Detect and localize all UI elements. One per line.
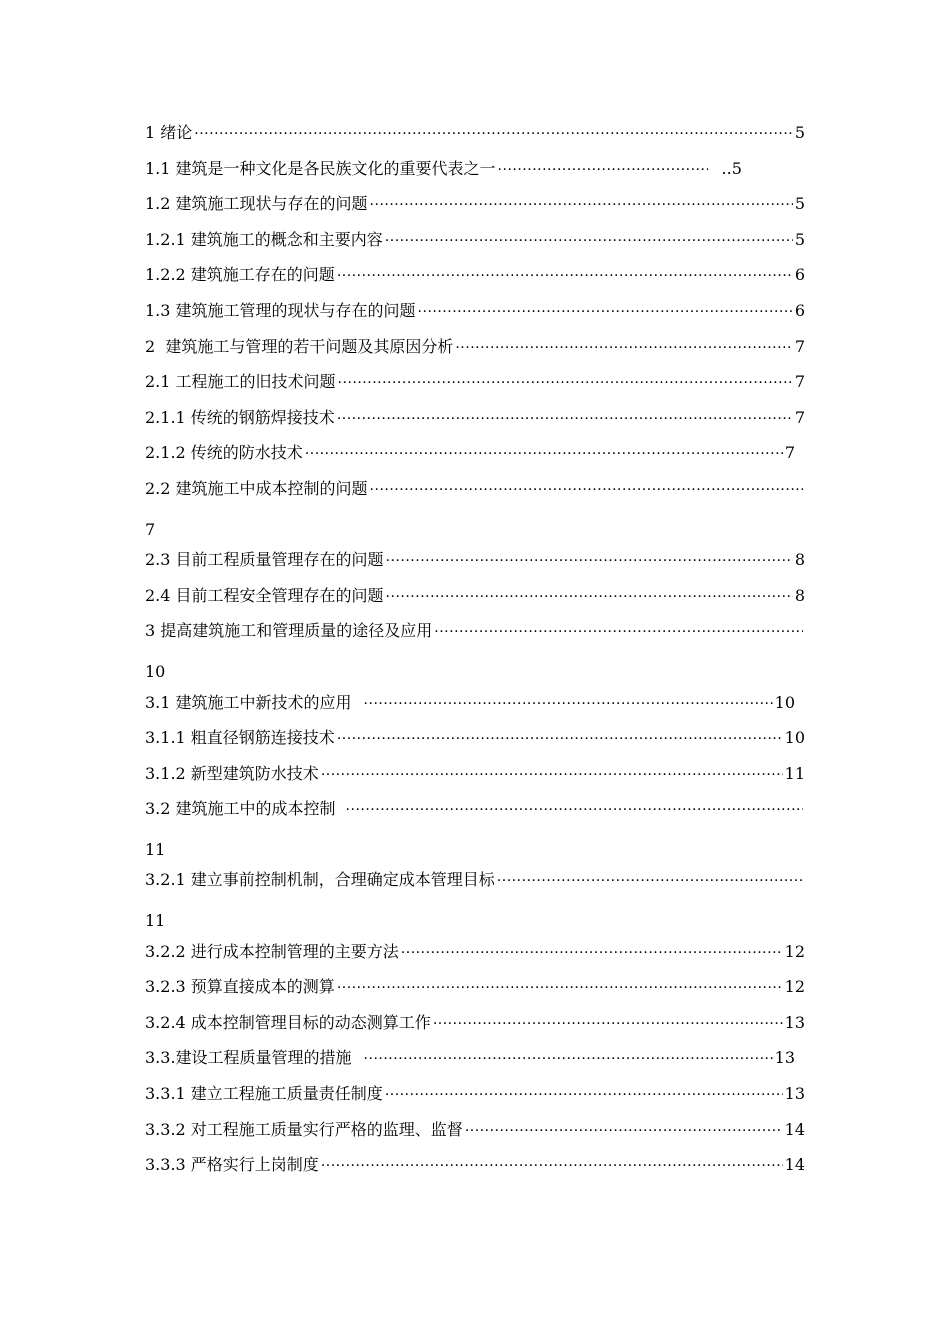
toc-entry-title: 1.1 建筑是一种文化是各民族文化的重要代表之一 <box>145 158 496 178</box>
toc-entry <box>145 334 805 370</box>
toc-entry-title: 2 建筑施工与管理的若干问题及其原因分析 <box>145 336 454 356</box>
toc-entry-page: 8 <box>794 585 805 605</box>
toc-entry-page: 10 <box>784 728 805 748</box>
toc-entry-title: 2.4 目前工程安全管理存在的问题 <box>145 585 384 605</box>
toc-entry <box>145 583 805 619</box>
dot-leader <box>346 802 803 818</box>
toc-entry <box>145 156 805 192</box>
dot-leader <box>434 624 803 640</box>
dot-leader <box>364 1051 773 1067</box>
table-of-contents <box>145 120 805 1188</box>
toc-entry-title: 3.3.建设工程质量管理的措施 <box>145 1048 352 1068</box>
toc-entry <box>145 191 805 227</box>
dot-leader <box>498 162 708 178</box>
toc-entry <box>145 725 805 761</box>
toc-entry <box>145 939 805 975</box>
toc-entry-page: 13 <box>784 1012 805 1032</box>
toc-entry-page: 12 <box>784 941 805 961</box>
toc-entry-title: 1.2.2 建筑施工存在的问题 <box>145 265 335 285</box>
dot-leader <box>386 553 793 569</box>
toc-entry-page: 10 <box>145 661 166 681</box>
toc-entry-page: ..5 <box>721 158 742 178</box>
toc-entry-title: 3.3.1 建立工程施工质量责任制度 <box>145 1084 383 1104</box>
toc-entry-page: 7 <box>145 519 156 539</box>
toc-entry-page: 7 <box>794 336 805 356</box>
dot-leader <box>418 304 793 320</box>
toc-entry-page: 12 <box>784 977 805 997</box>
toc-entry-page: 14 <box>784 1119 805 1139</box>
toc-entry-page: 7 <box>794 407 805 427</box>
toc-entry <box>145 690 805 726</box>
dot-leader <box>433 1016 783 1032</box>
toc-entry-title: 3.2.1 建立事前控制机制，合理确定成本管理目标 <box>145 870 495 890</box>
toc-entry <box>145 974 805 1010</box>
toc-entry <box>145 440 805 476</box>
dot-leader <box>364 696 773 712</box>
dot-leader <box>321 767 783 783</box>
toc-entry-title: 2.1 工程施工的旧技术问题 <box>145 372 336 392</box>
toc-entry-page: 11 <box>145 839 166 859</box>
toc-entry-page: 13 <box>784 1084 805 1104</box>
dot-leader <box>385 1087 783 1103</box>
dot-leader <box>370 197 793 213</box>
dot-leader <box>305 446 785 462</box>
dot-leader <box>465 1123 783 1139</box>
toc-entry-title: 3.3.3 严格实行上岗制度 <box>145 1155 319 1175</box>
dot-leader <box>385 233 793 249</box>
dot-leader <box>455 340 792 356</box>
toc-entry <box>145 262 805 298</box>
toc-entry-page: 7 <box>784 443 795 463</box>
toc-entry-title: 2.3 目前工程质量管理存在的问题 <box>145 550 384 570</box>
toc-entry-page: 8 <box>794 550 805 570</box>
toc-entry <box>145 476 805 547</box>
toc-entry <box>145 1045 805 1081</box>
toc-entry-page: 11 <box>784 763 805 783</box>
toc-entry-title: 3.1.1 粗直径钢筋连接技术 <box>145 728 335 748</box>
toc-entry <box>145 1010 805 1046</box>
toc-entry-title: 3.1.2 新型建筑防水技术 <box>145 763 319 783</box>
toc-entry <box>145 618 805 689</box>
toc-entry-title: 3.1 建筑施工中新技术的应用 <box>145 692 352 712</box>
toc-entry-page: 10 <box>774 692 795 712</box>
toc-entry-title: 3 提高建筑施工和管理质量的途径及应用 <box>145 621 433 641</box>
toc-entry-title: 1.2.1 建筑施工的概念和主要内容 <box>145 229 383 249</box>
dot-leader <box>321 1158 783 1174</box>
toc-entry <box>145 298 805 334</box>
dot-leader <box>337 268 793 284</box>
toc-entry-title: 2.2 建筑施工中成本控制的问题 <box>145 478 368 498</box>
toc-entry <box>145 867 805 938</box>
toc-entry-page: 6 <box>794 300 805 320</box>
toc-entry-title: 3.2.3 预算直接成本的测算 <box>145 977 335 997</box>
toc-entry-title: 1.2 建筑施工现状与存在的问题 <box>145 194 368 214</box>
dot-leader <box>337 731 783 747</box>
dot-leader <box>386 589 793 605</box>
toc-entry-page: 5 <box>794 229 805 249</box>
toc-entry-title: 3.3.2 对工程施工质量实行严格的监理、监督 <box>145 1119 463 1139</box>
toc-entry <box>145 547 805 583</box>
toc-entry <box>145 1117 805 1153</box>
dot-leader <box>337 411 793 427</box>
dot-leader <box>401 945 783 961</box>
toc-entry <box>145 1152 805 1188</box>
toc-entry-page: 5 <box>794 194 805 214</box>
toc-entry <box>145 227 805 263</box>
toc-entry <box>145 1081 805 1117</box>
toc-entry-page: 6 <box>794 265 805 285</box>
toc-entry-title: 3.2.2 进行成本控制管理的主要方法 <box>145 941 399 961</box>
toc-entry-page: 5 <box>794 123 805 142</box>
toc-entry <box>145 761 805 797</box>
toc-entry-title: 2.1.1 传统的钢筋焊接技术 <box>145 407 335 427</box>
dot-leader <box>497 873 803 889</box>
toc-entry <box>145 796 805 867</box>
toc-entry <box>145 405 805 441</box>
toc-entry <box>145 369 805 405</box>
toc-entry-page: 7 <box>794 372 805 392</box>
toc-entry-title: 1.3 建筑施工管理的现状与存在的问题 <box>145 300 416 320</box>
dot-leader <box>370 482 803 498</box>
toc-entry-title: 2.1.2 传统的防水技术 <box>145 443 303 463</box>
toc-entry-page: 11 <box>145 911 166 931</box>
toc-entry-page: 14 <box>784 1155 805 1175</box>
toc-entry-title: 3.2 建筑施工中的成本控制 <box>145 799 336 819</box>
dot-leader <box>337 980 783 996</box>
dot-leader <box>194 126 793 142</box>
toc-entry-title: 1 绪论 <box>145 123 193 142</box>
toc-entry-title: 3.2.4 成本控制管理目标的动态测算工作 <box>145 1012 431 1032</box>
dot-leader <box>338 375 793 391</box>
toc-entry-page: 13 <box>774 1048 795 1068</box>
toc-entry <box>145 120 805 156</box>
